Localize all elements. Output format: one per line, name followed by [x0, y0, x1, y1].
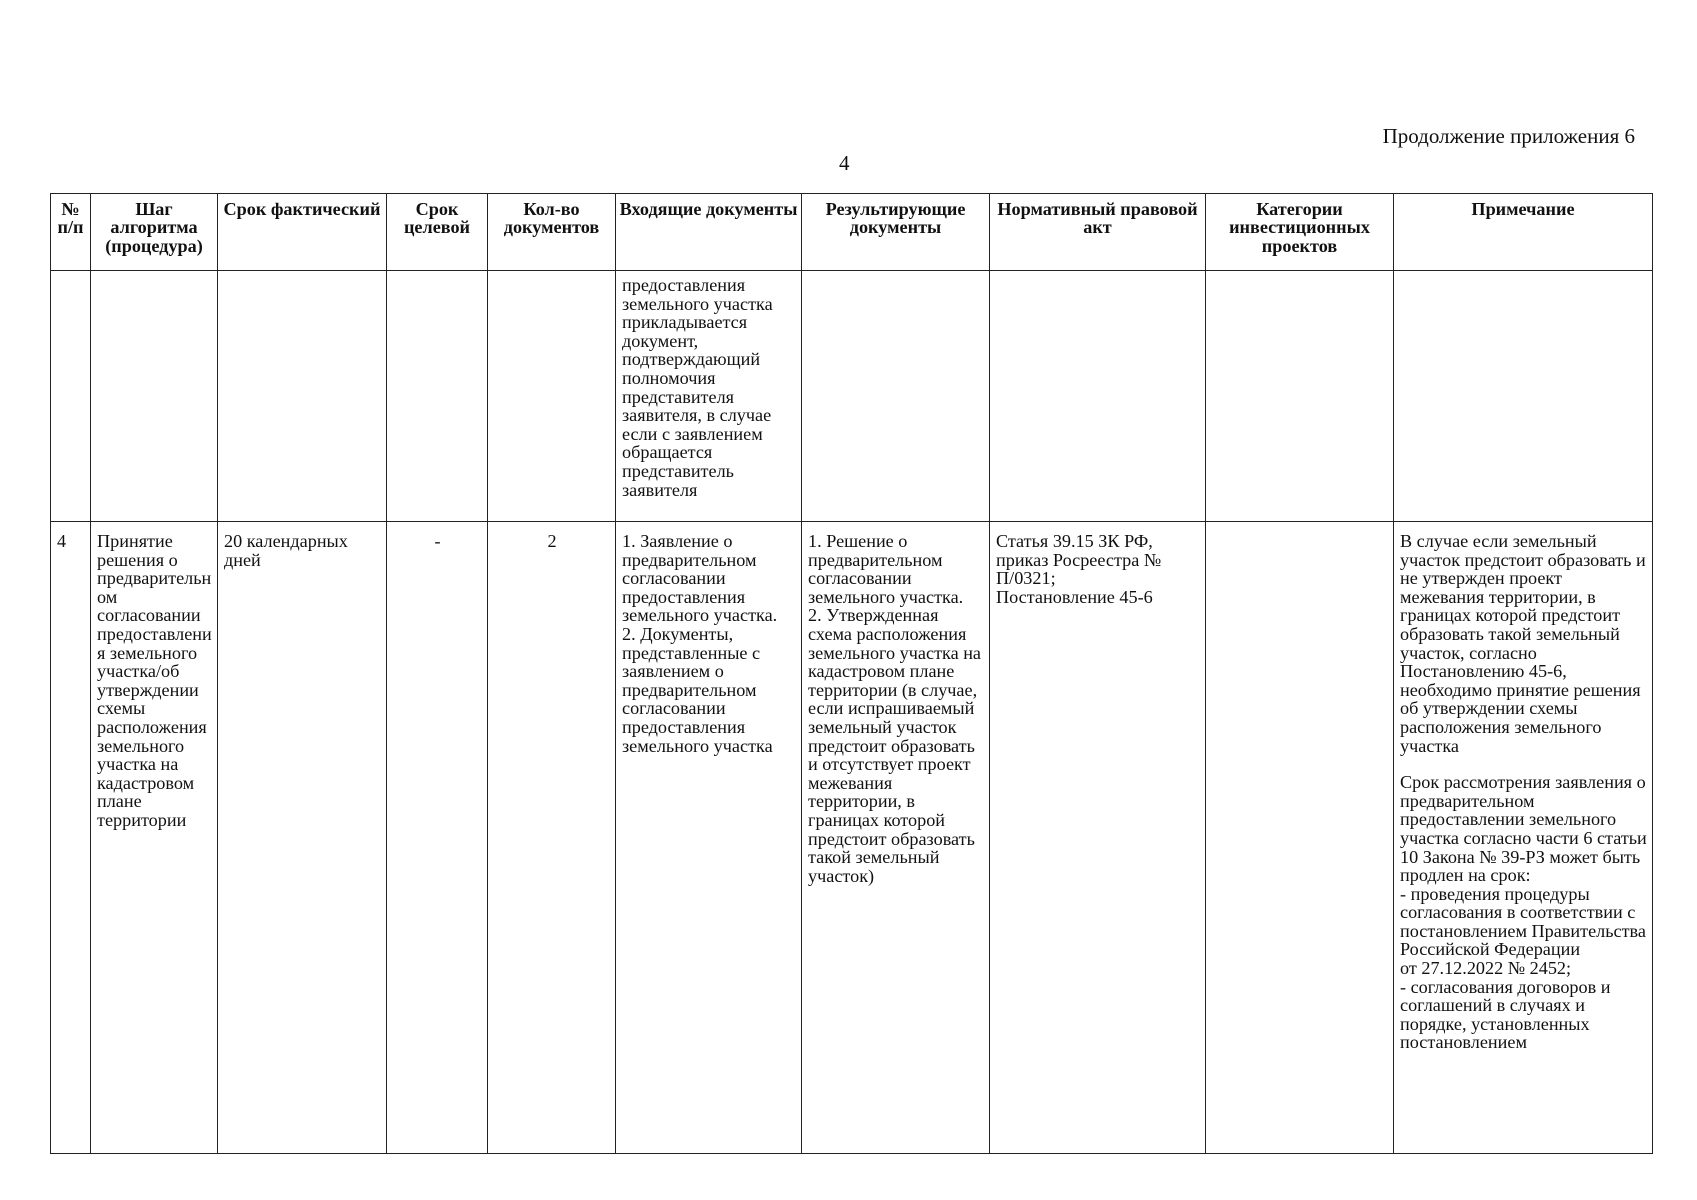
cell-step: Принятие решения о предварительном согласовании предоставления земельного участка/об утверждении схемы расположения земельного участка на кадастровом плане территории — [91, 522, 218, 1154]
appendix-caption: Продолжение приложения 6 — [1382, 124, 1635, 148]
note-paragraph: Срок рассмотрения заявления о предварительном предоставлении земельного участка согласно части 6 статьи 10 Закона № 39-РЗ может быть продлен на срок: - проведения процедуры согласования в соответствии с постановлением Правительства Российской Федерации от 27.12.2022 № 2452; - согласования договоров и соглашений в случаях и порядке, установленных постановлением — [1400, 772, 1647, 1053]
cell-input-docs: предоставления земельного участка прикладывается документ, подтверждающий полномочия представителя заявителя, в случае если с заявлением обращается представитель заявителя — [616, 271, 802, 522]
col-header-input-docs: Входящие документы — [616, 194, 802, 271]
col-header-investment-categories: Категории инвестиционных проектов — [1206, 194, 1394, 271]
cell-result-docs: 1. Решение о предварительном согласовании земельного участка. 2. Утвержденная схема расположения земельного участка на кадастровом плане территории (в случае, если испрашиваемый земельный участок предстоит образовать и отсутствует проект межевания территории, в границах которой предстоит образовать такой земельный участок) — [802, 522, 990, 1154]
col-header-target-term: Срок целевой — [387, 194, 488, 271]
cell-investment-categories — [1206, 271, 1394, 522]
cell-number — [51, 271, 91, 522]
table-row — [51, 522, 1653, 1154]
col-header-note: Примечание — [1394, 194, 1653, 271]
cell-legal-act: Статья 39.15 ЗК РФ, приказ Росреестра № П/0321; Постановление 45-6 — [990, 522, 1206, 1154]
cell-note — [1394, 522, 1653, 1154]
header-row — [51, 194, 1653, 271]
table-row-continuation — [51, 271, 1653, 522]
cell-actual-term: 20 календарных дней — [218, 522, 387, 1154]
cell-target-term — [387, 271, 488, 522]
col-header-legal-act: Нормативный правовой акт — [990, 194, 1206, 271]
cell-actual-term — [218, 271, 387, 522]
table-header — [51, 194, 1653, 271]
procedure-table — [50, 193, 1653, 1154]
col-header-result-docs: Результирующие документы — [802, 194, 990, 271]
cell-doc-count: 2 — [488, 522, 616, 1154]
col-header-step: Шаг алгоритма (процедура) — [91, 194, 218, 271]
col-header-number: № п/п — [51, 194, 91, 271]
page-number: 4 — [839, 151, 850, 175]
cell-investment-categories — [1206, 522, 1394, 1154]
cell-number: 4 — [51, 522, 91, 1154]
col-header-actual-term: Срок фактический — [218, 194, 387, 271]
cell-note — [1394, 271, 1653, 522]
note-paragraph: В случае если земельный участок предстоит образовать и не утвержден проект межевания территории, в границах которой предстоит образовать такой земельный участок, согласно Постановлению 45-6, необходимо принятие решения об утверждении схемы расположения земельного участка — [1400, 531, 1646, 756]
cell-result-docs — [802, 271, 990, 522]
cell-step — [91, 271, 218, 522]
cell-target-term: - — [387, 522, 488, 1154]
cell-input-docs: 1. Заявление о предварительном согласовании предоставления земельного участка. 2. Документы, представленные с заявлением о предварительном согласовании предоставления земельного участка — [616, 522, 802, 1154]
cell-legal-act — [990, 271, 1206, 522]
cell-doc-count — [488, 271, 616, 522]
col-header-doc-count: Кол-во документов — [488, 194, 616, 271]
